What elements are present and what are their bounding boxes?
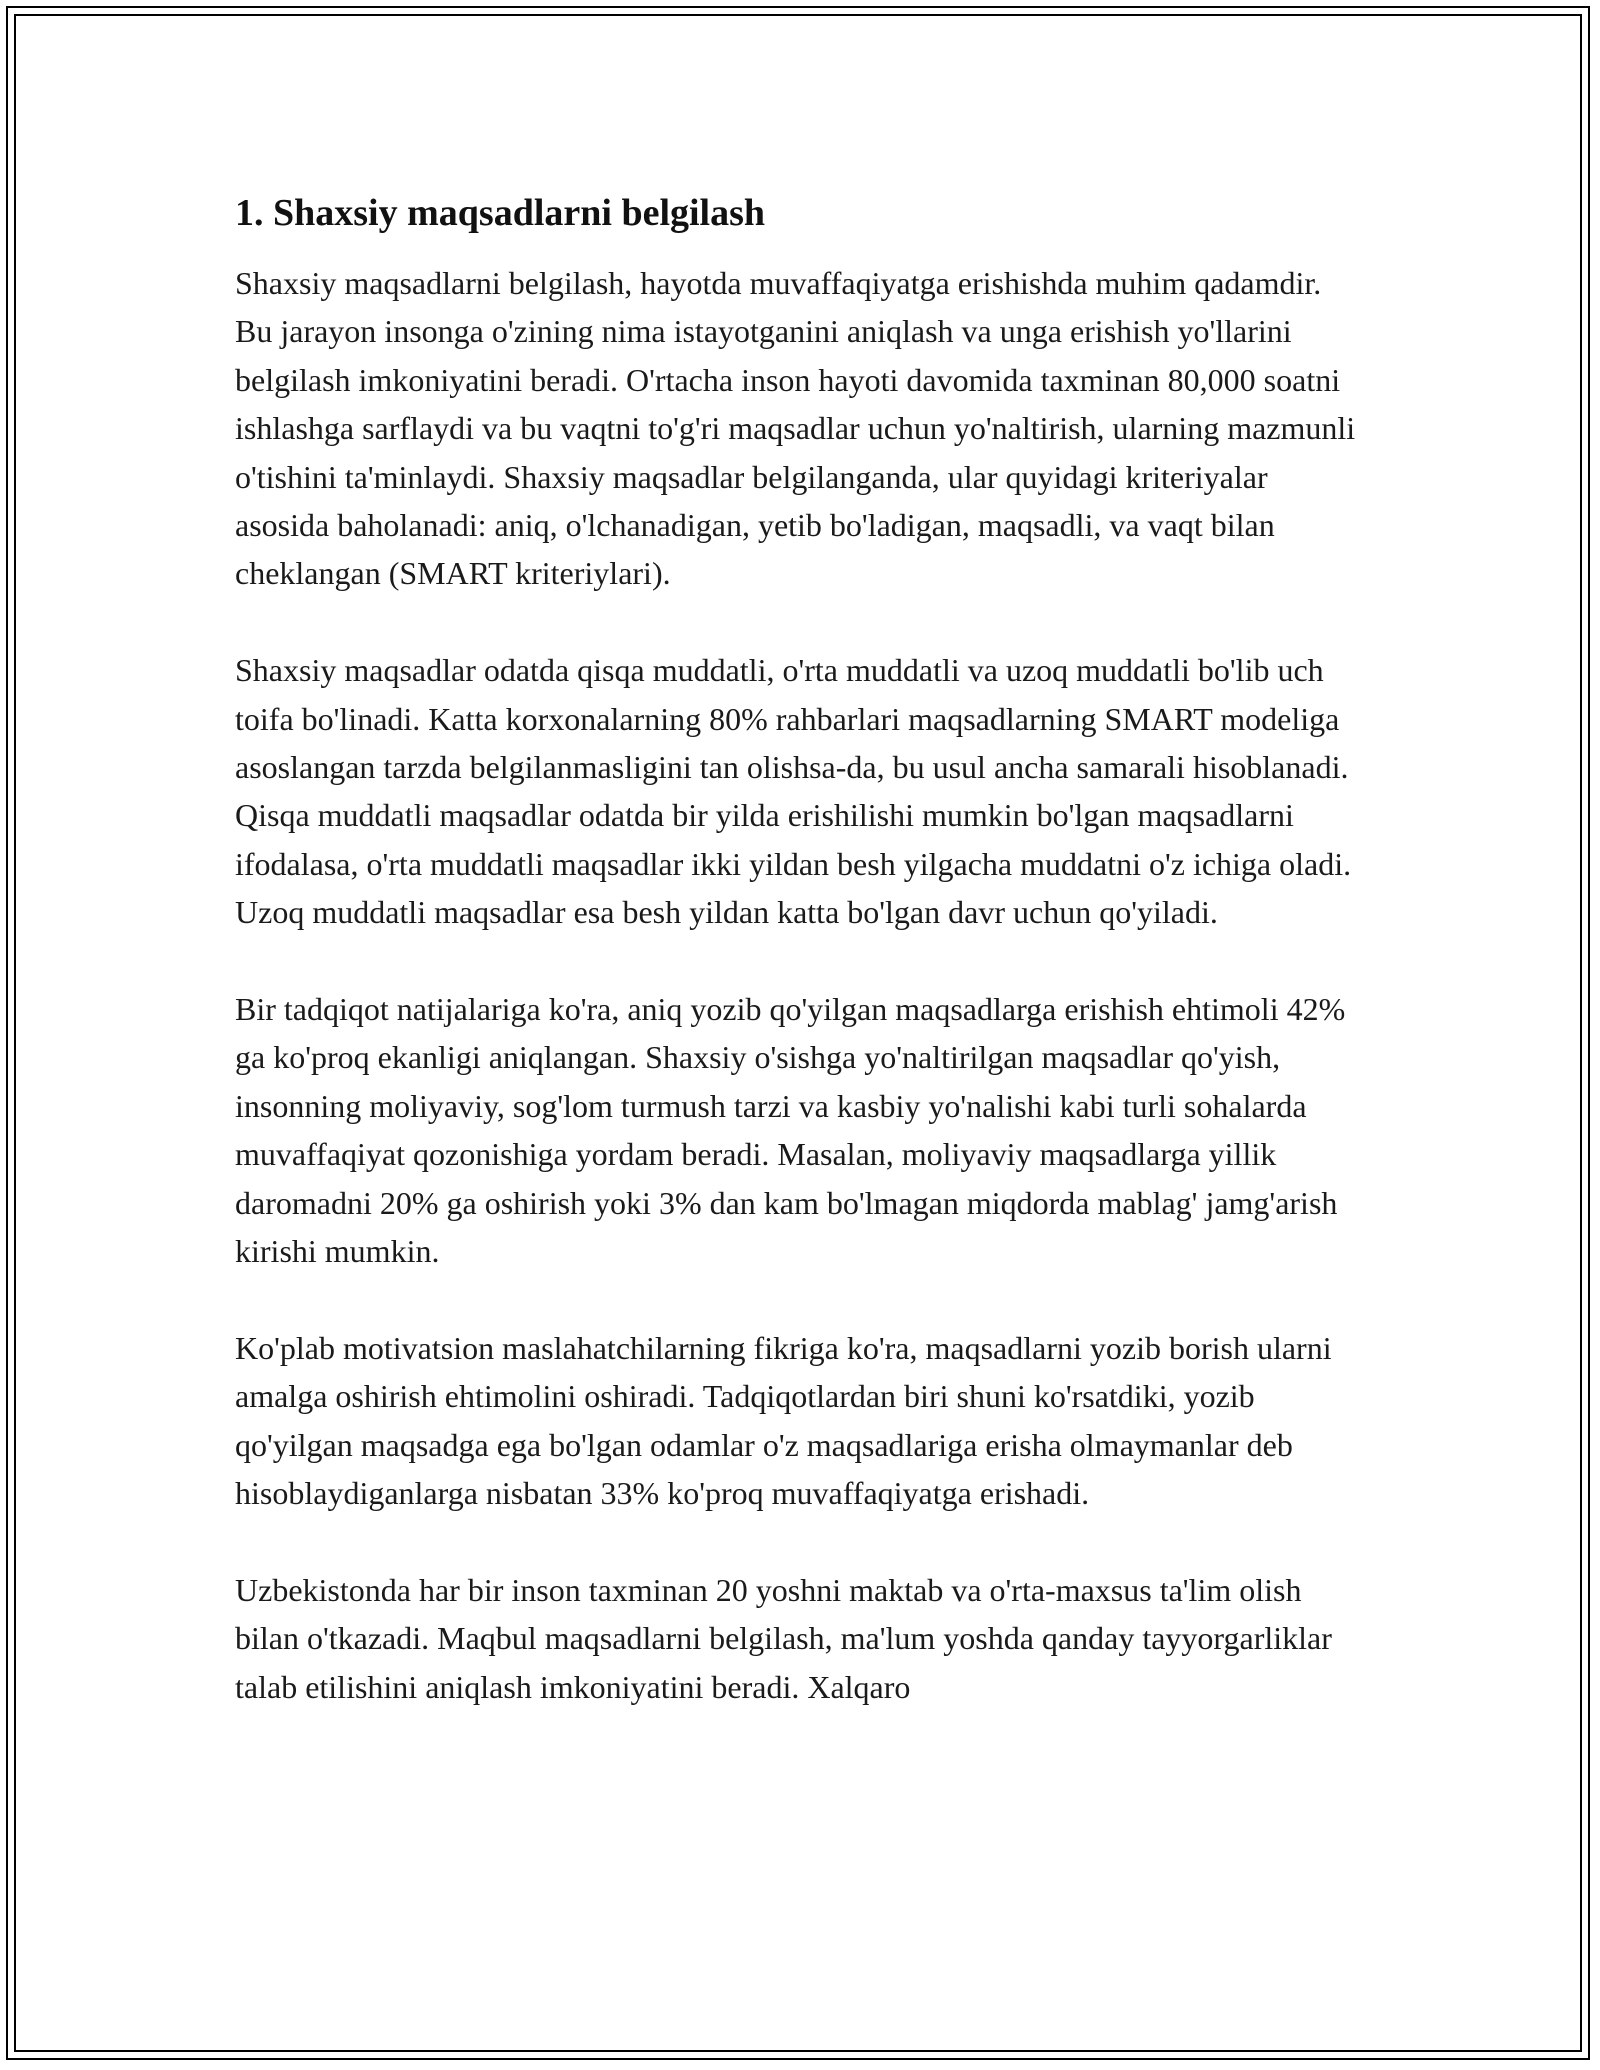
document-body [235, 185, 1365, 1711]
section-heading: 1. Shaxsiy maqsadlarni belgilash [235, 192, 766, 234]
paragraph-5: Uzbekistonda har bir inson taxminan 20 yoshni maktab va o'rta-maxsus ta'lim olish bilan o'tkazadi. Maqbul maqsadlarni belgilash, ma'lum yoshda qanday tayyorgarliklar talab etilishini aniqlash imkoniyatini beradi. Xalqaro [235, 1571, 1332, 1705]
paragraph-3: Bir tadqiqot natijalariga ko'ra, aniq yozib qo'yilgan maqsadlarga erishish ehtimoli 42% ga ko'proq ekanligi aniqlangan. Shaxsiy o'sishga yo'naltirilgan maqsadlar qo'yish, insonning moliyaviy, sog'lom turmush tarzi va kasbiy yo'nalishi kabi turli sohalarda muvaffaqiyat qozonishiga yordam beradi. Masalan, moliyaviy maqsadlarga yillik daromadni 20% ga oshirish yoki 3% dan kam bo'lmagan miqdorda mablag' jamg'arish kirishi mumkin. [235, 991, 1346, 1270]
paragraph-4: Ko'plab motivatsion maslahatchilarning fikriga ko'ra, maqsadlarni yozib borish ularni amalga oshirish ehtimolini oshiradi. Tadqiqotlardan biri shuni ko'rsatdiki, yozib qo'yilgan maqsadga ega bo'lgan odamlar o'z maqsadlariga erisha olmaymanlar deb hisoblaydiganlarga nisbatan 33% ko'proq muvaffaqiyatga erishadi. [235, 1329, 1332, 1512]
paragraph-1: Shaxsiy maqsadlarni belgilash, hayotda muvaffaqiyatga erishishda muhim qadamdir. Bu jarayon insonga o'zining nima istayotganini aniqlash va unga erishish yo'llarini belgilash imkoniyatini beradi. O'rtacha inson hayoti davomida taxminan 80,000 soatni ishlashga sarflaydi va bu vaqtni to'g'ri maqsadlar uchun yo'naltirish, ularning mazmunli o'tishini ta'minlaydi. Shaxsiy maqsadlar belgilanganda, ular quyidagi kriteriyalar asosida baholanadi: aniq, o'lchanadigan, yetib bo'ladigan, maqsadli, va vaqt bilan cheklangan (SMART kriteriylari). [235, 265, 1356, 592]
paragraph-2: Shaxsiy maqsadlar odatda qisqa muddatli, o'rta muddatli va uzoq muddatli bo'lib uch toifa bo'linadi. Katta korxonalarning 80% rahbarlari maqsadlarning SMART modeliga asoslangan tarzda belgilanmasligini tan olishsa-da, bu usul ancha samarali hisoblanadi. Qisqa muddatli maqsadlar odatda bir yilda erishilishi mumkin bo'lgan maqsadlarni ifodalasa, o'rta muddatli maqsadlar ikki yildan besh yilgacha muddatni o'z ichiga oladi. Uzoq muddatli maqsadlar esa besh yildan katta bo'lgan davr uchun qo'yiladi. [235, 652, 1352, 931]
